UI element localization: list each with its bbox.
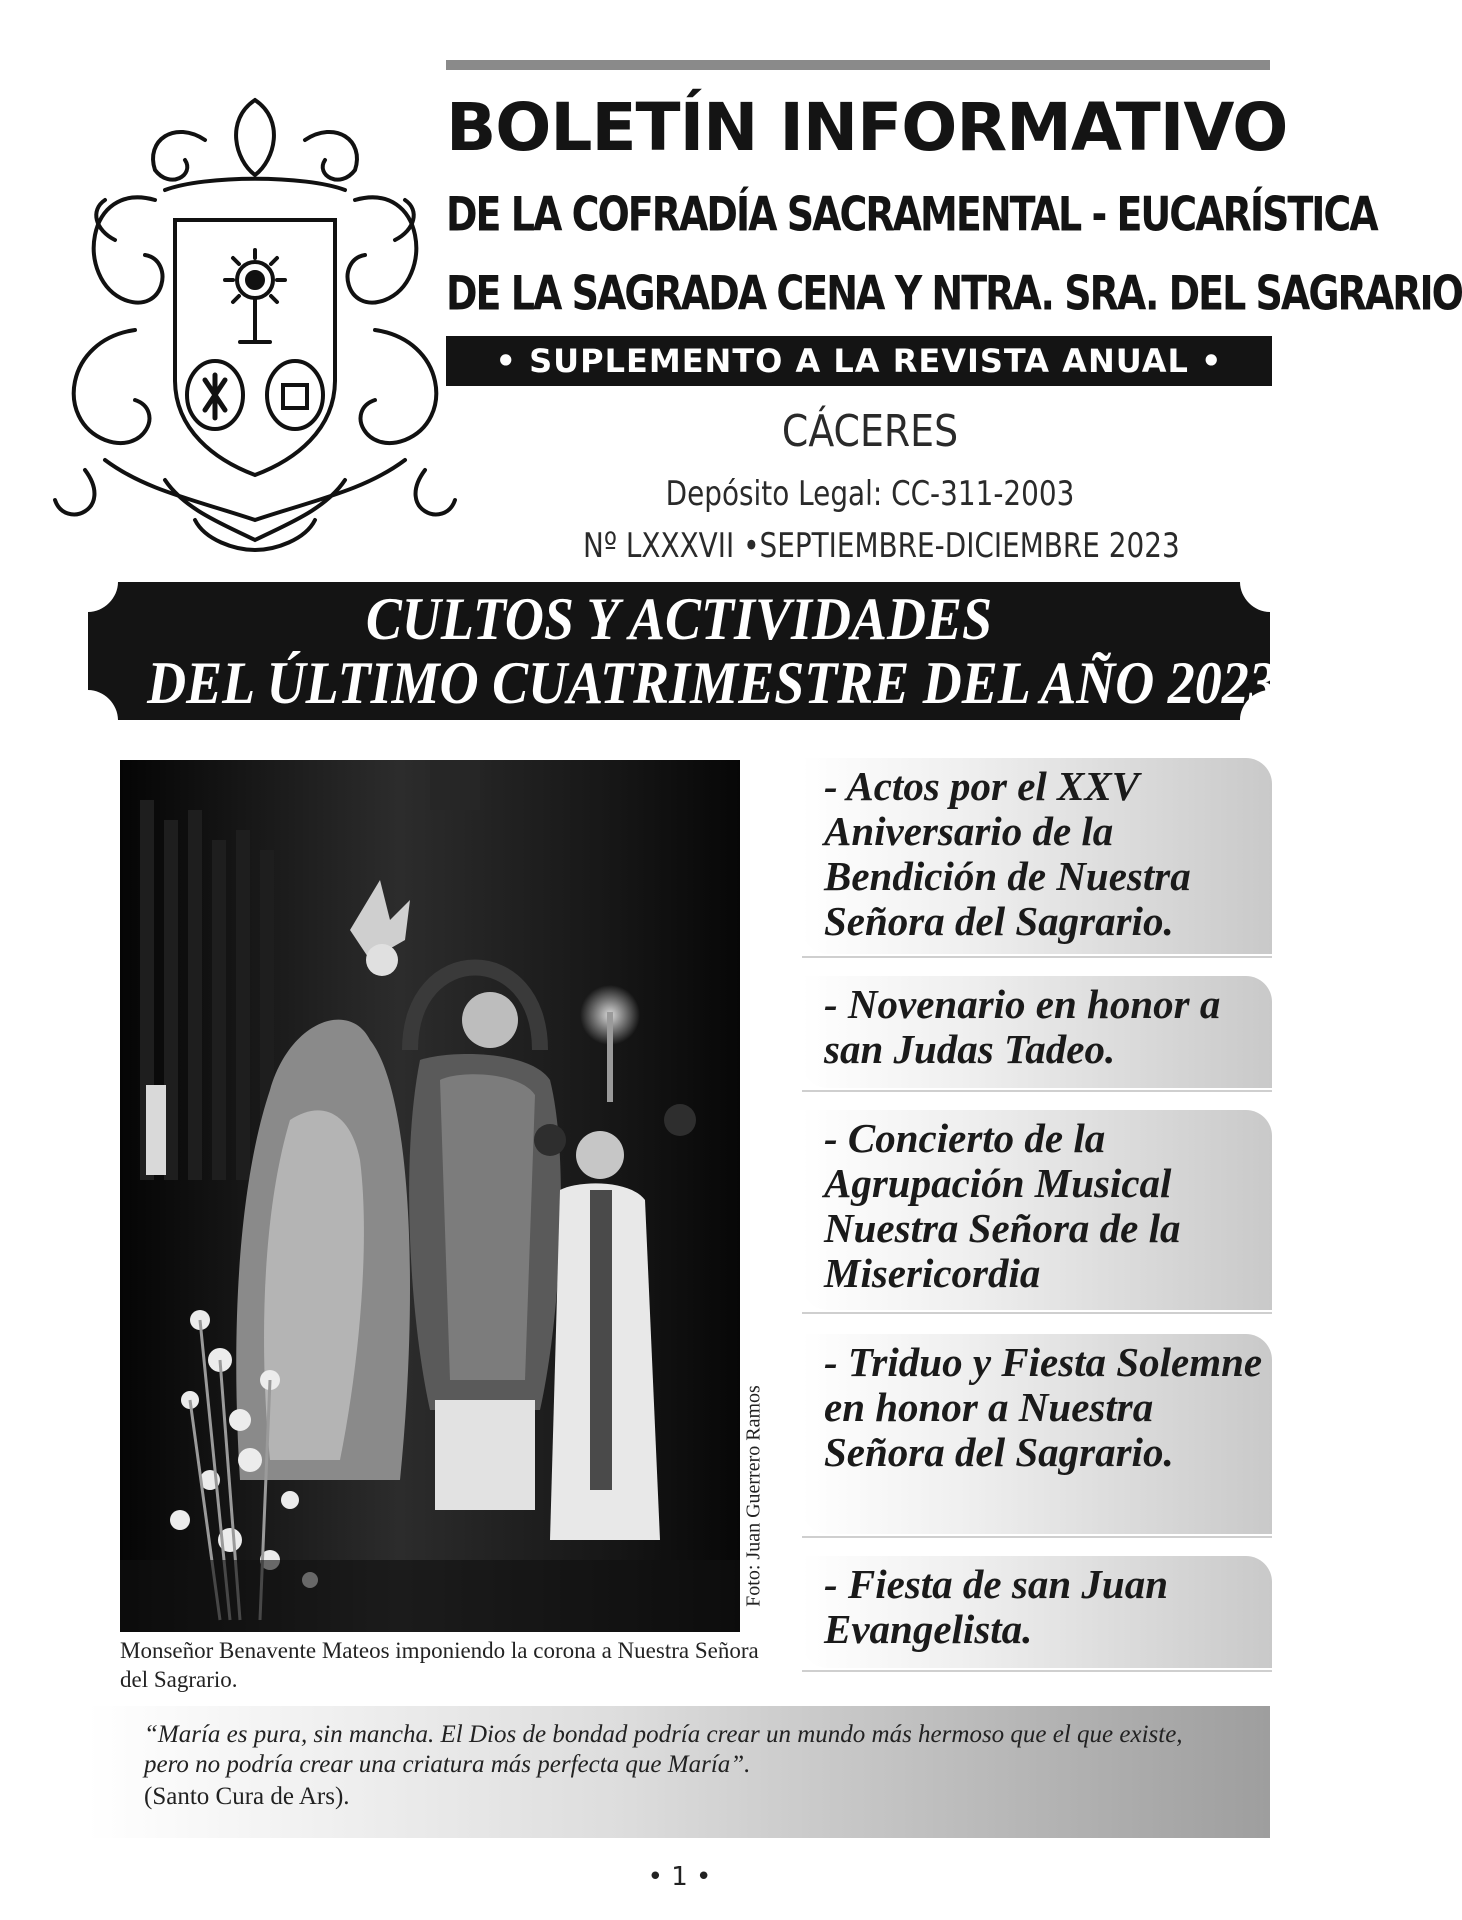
bulletin-title: BOLETÍN INFORMATIVO	[446, 89, 1288, 166]
brotherhood-crest-icon	[45, 80, 465, 560]
activity-text: - Fiesta de san Juan Evangelista.	[824, 1561, 1168, 1652]
headline-banner	[88, 582, 1276, 720]
photo-caption: Monseñor Benavente Mateos imponiendo la corona a Nuestra Señora del Sagrario.	[120, 1638, 759, 1692]
activity-item	[802, 1110, 1272, 1310]
page-number: • 1 •	[647, 1862, 712, 1892]
activity-item	[802, 758, 1272, 954]
quote-box	[88, 1706, 1270, 1838]
city-label: CÁCERES	[781, 406, 959, 457]
quote-text: “María es pura, sin mancha. El Dios de bondad podría crear un mundo más hermoso que el que existe, pero no podría crear una criatura más perfecta que María”.	[144, 1721, 1183, 1778]
brotherhood-name-line-2: DE LA SAGRADA CENA Y NTRA. SRA. DEL SAGRARIO	[446, 265, 1462, 321]
activity-text: - Novenario en honor a san Judas Tadeo.	[824, 981, 1221, 1072]
photo-credit	[742, 1360, 766, 1632]
activity-item	[802, 1334, 1272, 1534]
supplement-banner: • SUPLEMENTO A LA REVISTA ANUAL •	[446, 336, 1272, 386]
brotherhood-name-line-1: DE LA COFRADÍA SACRAMENTAL - EUCARÍSTICA	[446, 186, 1377, 242]
activity-item	[802, 1556, 1272, 1668]
activity-text: - Triduo y Fiesta Solemne en honor a Nuestra Señora del Sagrario.	[824, 1339, 1263, 1475]
activities-list	[802, 758, 1272, 1678]
coronation-photo	[120, 760, 740, 1632]
headline-line-1: CULTOS Y ACTIVIDADES	[365, 586, 993, 652]
activity-text: - Concierto de la Agrupación Musical Nuestra Señora de la Misericordia	[824, 1115, 1181, 1296]
activity-text: - Actos por el XXV Aniversario de la Bendición de Nuestra Señora del Sagrario.	[824, 763, 1191, 944]
top-rule	[446, 60, 1270, 70]
headline-line-2: DEL ÚLTIMO CUATRIMESTRE DEL AÑO 2023	[147, 650, 1276, 716]
issue-number: Nº LXXXVII •SEPTIEMBRE-DICIEMBRE 2023	[583, 526, 1180, 566]
activity-item	[802, 976, 1272, 1088]
legal-deposit: Depósito Legal: CC-311-2003	[665, 474, 1075, 514]
quote-author: (Santo Cura de Ars).	[144, 1783, 350, 1810]
photo-credit-text: Foto: Juan Guerrero Ramos	[742, 1385, 765, 1607]
